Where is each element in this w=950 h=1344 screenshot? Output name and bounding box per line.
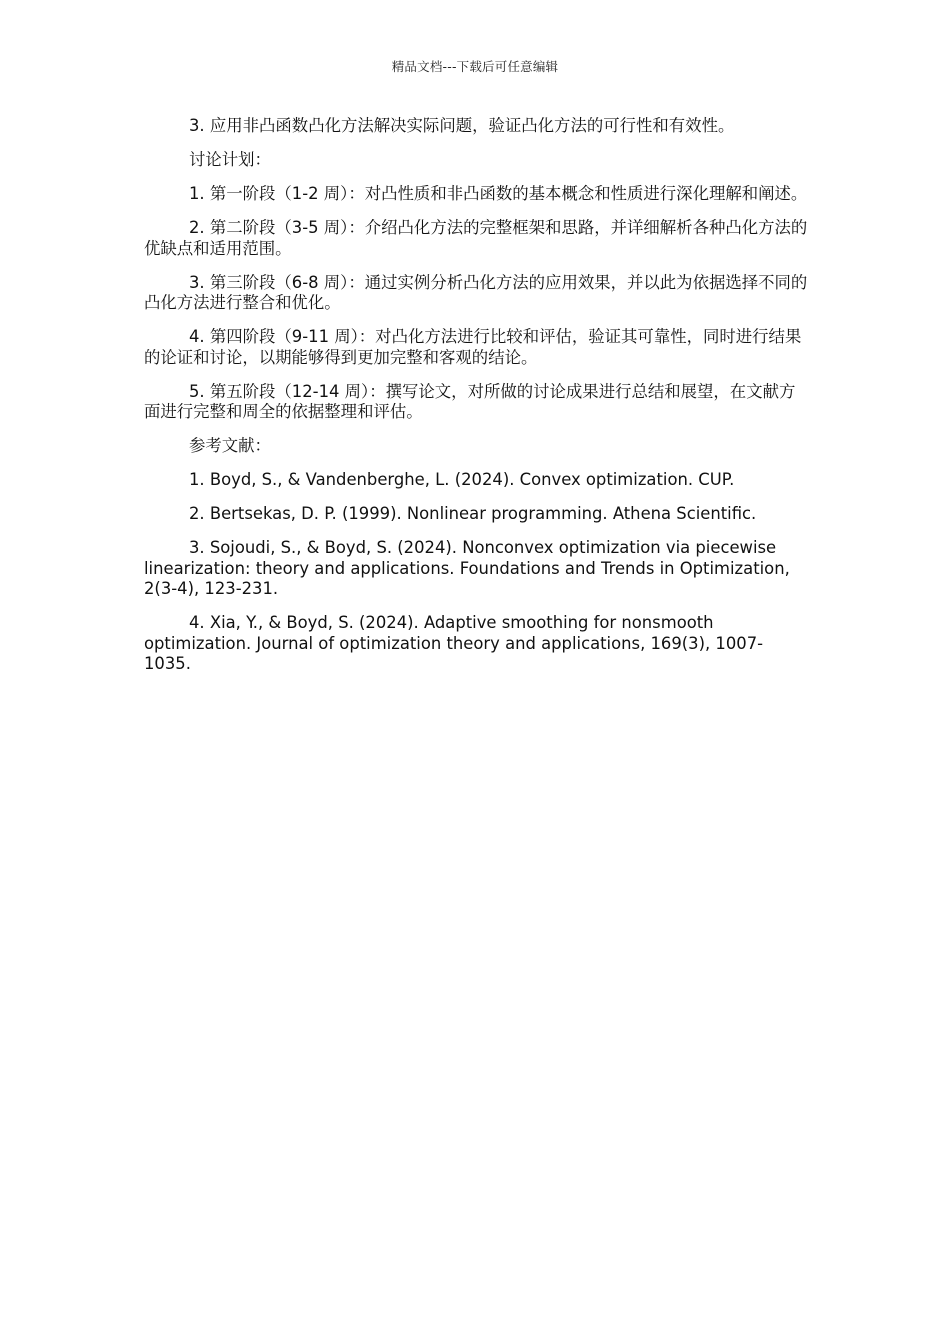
plan-item: 3. 第三阶段（6-8 周）：通过实例分析凸化方法的应用效果，并以此为依据选择不同的凸化方法进行整合和优化。: [144, 272, 808, 312]
plan-heading: 讨论计划：: [189, 150, 271, 169]
reference-item: 3. Sojoudi, S., & Boyd, S. (2024). Nonconvex optimization via piecewise linearization: theory and applications. Foundations and Trends in Optimization, 2(3-4), 123-231.: [144, 538, 790, 598]
document-body: [144, 116, 808, 688]
plan-item: 5. 第五阶段（12-14 周）：撰写论文，对所做的讨论成果进行总结和展望，在文献方面进行完整和周全的依据整理和评估。: [144, 381, 796, 421]
plan-item: 4. 第四阶段（9-11 周）：对凸化方法进行比较和评估，验证其可靠性，同时进行结果的论证和讨论，以期能够得到更加完整和客观的结论。: [144, 327, 802, 367]
plan-item: 1. 第一阶段（1-2 周）：对凸性质和非凸函数的基本概念和性质进行深化理解和阐述。: [189, 184, 808, 203]
goal-item: 3. 应用非凸函数凸化方法解决实际问题，验证凸化方法的可行性和有效性。: [189, 116, 735, 135]
references-heading: 参考文献：: [189, 436, 271, 455]
reference-item: 1. Boyd, S., & Vandenberghe, L. (2024). Convex optimization. CUP.: [189, 470, 735, 489]
reference-item: 4. Xia, Y., & Boyd, S. (2024). Adaptive smoothing for nonsmooth optimization. Journal of optimization theory and applications, 169(3), 1007-1035.: [144, 613, 764, 673]
reference-item: 2. Bertsekas, D. P. (1999). Nonlinear programming. Athena Scientific.: [189, 504, 757, 523]
header-note: 精品文档---下载后可任意编辑: [391, 59, 559, 74]
plan-item: 2. 第二阶段（3-5 周）：介绍凸化方法的完整框架和思路，并详细解析各种凸化方法的优缺点和适用范围。: [144, 218, 808, 258]
